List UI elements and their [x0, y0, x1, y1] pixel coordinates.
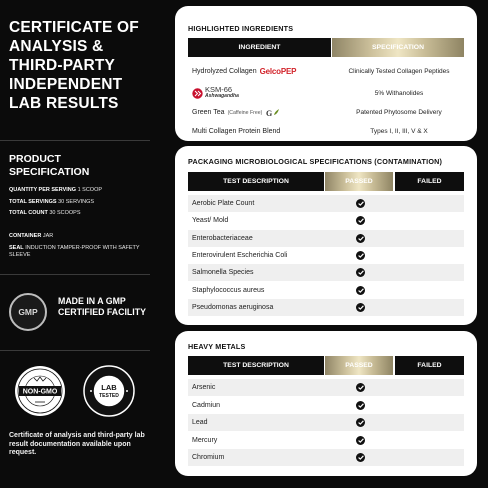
non-gmo-badge-icon: [13, 364, 67, 418]
heavy-metals-card: [175, 331, 477, 476]
table-row: [188, 230, 464, 247]
test-name: Staphylococcus aureus: [192, 286, 265, 294]
page-title: CERTIFICATE OF ANALYSIS & THIRD-PARTY INDEPENDENT LAB RESULTS: [9, 19, 139, 112]
passed-check-icon: [356, 383, 365, 392]
ingredient-row: [188, 83, 464, 103]
test-name: Cadmiun: [192, 401, 221, 409]
passed-check-icon: [356, 418, 365, 427]
test-name: Chromium: [192, 454, 225, 462]
gmp-badge-icon: [9, 293, 47, 331]
passed-check-icon: [356, 268, 365, 277]
spec-count: [9, 210, 149, 217]
spec-container-value: JAR: [42, 233, 54, 239]
spec-servings: [9, 199, 149, 206]
test-name: Salmonella Species: [192, 269, 254, 277]
svg-text:TESTED: TESTED: [99, 393, 119, 399]
spec-container-label: CONTAINER: [9, 233, 42, 239]
test-name: Aerobic Plate Count: [192, 200, 255, 207]
spec-servings-label: TOTAL SERVINGS: [9, 199, 57, 205]
table-row: [188, 432, 464, 449]
table-row: [188, 282, 464, 299]
test-name: Enterovirulent Escherichia Coli: [192, 251, 288, 259]
gmp-text: MADE IN A GMP CERTIFIED FACILITY: [58, 296, 146, 317]
ingredient-spec: Patented Phytosome Delivery: [356, 109, 442, 116]
passed-header: PASSED: [325, 172, 393, 191]
svg-text:G: G: [266, 108, 273, 118]
gmp-badge-text: GMP: [18, 307, 38, 317]
ingredient-name: KSM-66: [205, 84, 233, 94]
ingredient-name: Multi Collagen Protein Blend: [192, 128, 281, 135]
spec-seal-label: SEAL: [9, 245, 24, 251]
table-row: [188, 379, 464, 396]
table-row: [188, 264, 464, 281]
ingredient-name: Hydrolyzed Collagen: [192, 68, 257, 75]
passed-check-icon: [356, 216, 365, 225]
spec-quantity-value: 1 SCOOP: [77, 187, 103, 193]
ingredient-row: [188, 63, 464, 80]
table-row: [188, 414, 464, 431]
test-name: Mercury: [192, 436, 218, 444]
phytosome-logo-icon: [266, 107, 280, 119]
test-name: Enterobacteriaceae: [192, 234, 253, 242]
ingredients-title: HIGHLIGHTED INGREDIENTS: [188, 24, 294, 33]
ingredients-card: [175, 6, 477, 141]
divider: [0, 350, 150, 351]
table-row: [188, 247, 464, 264]
test-description-header: TEST DESCRIPTION: [188, 356, 324, 375]
passed-header: PASSED: [325, 356, 393, 375]
product-spec-title: PRODUCT SPECIFICATION: [9, 153, 90, 178]
ksm-66-logo-icon: [192, 88, 203, 99]
test-name: Pseudomonas aeruginosa: [192, 303, 274, 311]
metals-title: HEAVY METALS: [188, 342, 246, 351]
ingredient-column-header: INGREDIENT: [188, 38, 331, 57]
failed-header: FAILED: [395, 356, 464, 375]
passed-check-icon: [356, 199, 365, 208]
test-name: Lead: [192, 419, 208, 427]
non-gmo-label: NON-GMO: [22, 388, 58, 396]
micro-title: PACKAGING MICROBIOLOGICAL SPECIFICATIONS (CONTAMINATION): [188, 157, 443, 166]
table-row: [188, 212, 464, 229]
ingredient-spec: Clinically Tested Collagen Peptides: [348, 68, 450, 75]
test-name: Arsenic: [192, 384, 216, 391]
specification-column-header: SPECIFICATION: [332, 38, 464, 57]
divider: [0, 140, 150, 141]
passed-check-icon: [356, 303, 365, 312]
passed-check-icon: [356, 251, 365, 260]
passed-check-icon: [356, 286, 365, 295]
passed-check-icon: [356, 436, 365, 445]
spec-seal: [9, 245, 149, 258]
spec-count-value: 30 SCOOPS: [49, 210, 81, 216]
spec-servings-value: 30 SERVINGS: [58, 199, 95, 205]
passed-check-icon: [356, 401, 365, 410]
failed-header: FAILED: [395, 172, 464, 191]
spec-quantity: [9, 187, 149, 194]
svg-text:LAB: LAB: [101, 383, 117, 392]
spec-quantity-label: QUANTITY PER SERVING: [9, 187, 77, 193]
test-name: Yeast/ Mold: [192, 217, 229, 225]
ingredient-spec: Types I, II, III, V & X: [370, 128, 428, 135]
ingredient-row: [188, 123, 464, 140]
ingredient-spec: 5% Withanolides: [374, 89, 424, 97]
ingredient-row: [188, 104, 464, 121]
spec-container: [9, 233, 149, 240]
spec-seal-value: INDUCTION TAMPER-PROOF WITH SAFETY SLEEVE: [9, 245, 140, 258]
gelcopep-logo: GelcoPEP: [259, 67, 297, 76]
test-description-header: TEST DESCRIPTION: [188, 172, 324, 191]
ingredient-note: (Caffeine Free): [227, 109, 263, 116]
ingredient-name: Green Tea: [192, 109, 225, 116]
passed-check-icon: [356, 453, 365, 462]
table-row: [188, 195, 464, 212]
divider: [0, 274, 150, 275]
microbiological-card: [175, 146, 477, 325]
lab-tested-badge-icon: [82, 364, 136, 418]
ashwagandha-label: Ashwagandha: [205, 93, 239, 99]
table-row: [188, 299, 464, 316]
footnote: Certificate of analysis and third-party lab result documentation available upon request.: [9, 432, 145, 456]
table-row: [188, 449, 464, 466]
spec-count-label: TOTAL COUNT: [9, 210, 48, 216]
passed-check-icon: [356, 234, 365, 243]
table-row: [188, 397, 464, 414]
left-panel: [0, 0, 160, 488]
